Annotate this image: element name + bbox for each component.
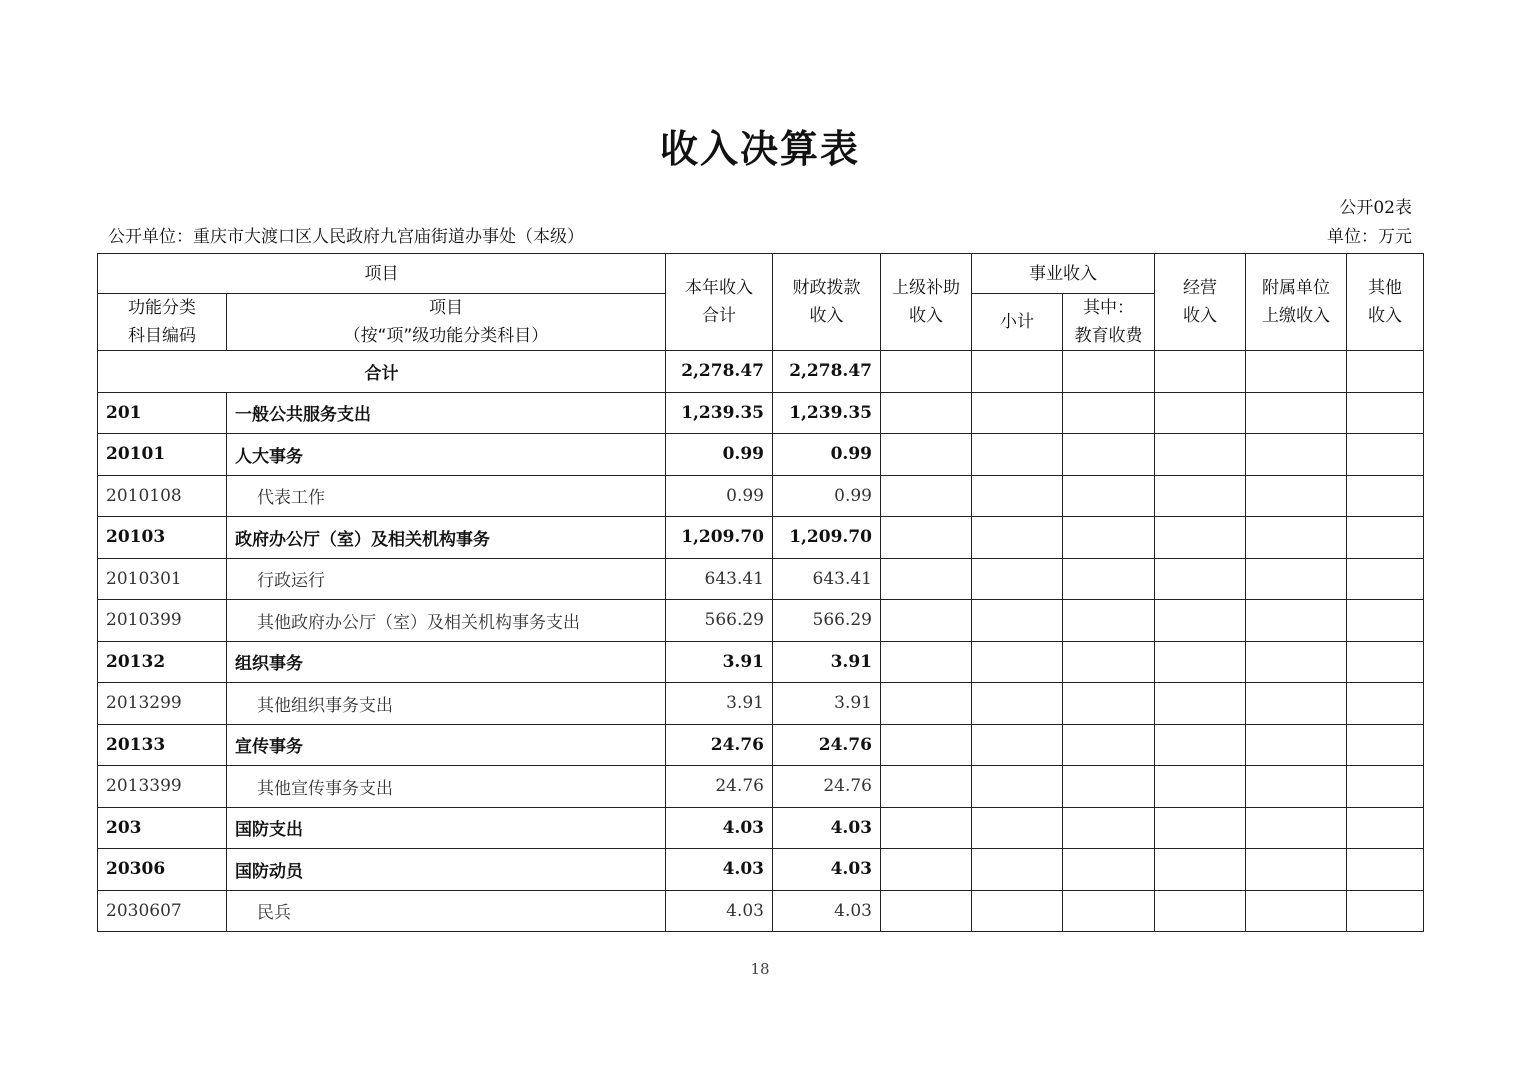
row-name: 其他组织事务支出 [227, 683, 666, 725]
empty-cell [972, 434, 1063, 476]
empty-cell [1063, 683, 1155, 725]
row-code: 20101 [98, 434, 227, 476]
table-body [98, 351, 1424, 932]
table-row [98, 807, 1424, 849]
row-total: 1,209.70 [666, 517, 773, 559]
row-fiscal: 1,209.70 [773, 517, 881, 559]
empty-cell [1155, 434, 1246, 476]
row-name: 政府办公厅（室）及相关机构事务 [227, 517, 666, 559]
header-affiliated-l1: 附属单位 [1262, 278, 1330, 298]
row-total: 24.76 [666, 766, 773, 808]
header-project: 项目 [98, 254, 666, 294]
page-title: 收入决算表 [659, 127, 860, 171]
empty-cell [1063, 351, 1155, 393]
header-item-l2: （按“项”级功能分类科目） [343, 326, 549, 346]
empty-cell [1246, 724, 1347, 766]
table-row [98, 475, 1424, 517]
empty-cell [1063, 392, 1155, 434]
empty-cell [1063, 807, 1155, 849]
row-total: 3.91 [666, 683, 773, 725]
row-code: 203 [98, 807, 227, 849]
total-fiscal: 2,278.47 [773, 351, 881, 393]
header-edu [1063, 294, 1155, 351]
empty-cell [1246, 600, 1347, 642]
header-fiscal-l2: 收入 [809, 306, 844, 326]
header-affiliated [1246, 254, 1347, 351]
table-row [98, 766, 1424, 808]
empty-cell [881, 849, 972, 891]
row-fiscal: 3.91 [773, 641, 881, 683]
empty-cell [1155, 392, 1246, 434]
empty-cell [1063, 517, 1155, 559]
empty-cell [1155, 641, 1246, 683]
empty-cell [972, 849, 1063, 891]
row-name: 民兵 [227, 890, 666, 932]
empty-cell [1246, 434, 1347, 476]
empty-cell [1347, 392, 1424, 434]
header-total [666, 254, 773, 351]
header-func-code [98, 294, 227, 351]
header-total-l2: 合计 [702, 306, 736, 326]
row-fiscal: 24.76 [773, 766, 881, 808]
table-header [98, 254, 1424, 351]
empty-cell [1347, 683, 1424, 725]
empty-cell [1347, 517, 1424, 559]
row-fiscal: 24.76 [773, 724, 881, 766]
empty-cell [972, 724, 1063, 766]
empty-cell [881, 683, 972, 725]
table-row [98, 392, 1424, 434]
table-row [98, 849, 1424, 891]
empty-cell [881, 890, 972, 932]
header-upper-l2: 收入 [909, 306, 943, 326]
income-table [97, 253, 1424, 932]
row-name: 宣传事务 [227, 724, 666, 766]
row-total: 4.03 [666, 890, 773, 932]
table-row [98, 600, 1424, 642]
empty-cell [1347, 890, 1424, 932]
header-item-l1: 项目 [429, 298, 463, 318]
row-fiscal: 4.03 [773, 890, 881, 932]
empty-cell [1347, 475, 1424, 517]
header-fiscal [773, 254, 881, 351]
reporting-unit: 公开单位：重庆市大渡口区人民政府九宫庙街道办事处（本级） [108, 227, 584, 247]
row-code: 2010108 [98, 475, 227, 517]
header-other-l2: 收入 [1368, 306, 1402, 326]
row-name: 国防动员 [227, 849, 666, 891]
header-operating-l2: 收入 [1183, 306, 1217, 326]
empty-cell [1246, 558, 1347, 600]
empty-cell [881, 558, 972, 600]
empty-cell [972, 807, 1063, 849]
empty-cell [1155, 890, 1246, 932]
row-total: 643.41 [666, 558, 773, 600]
table-row [98, 517, 1424, 559]
empty-cell [1155, 600, 1246, 642]
empty-cell [1347, 849, 1424, 891]
header-total-l1: 本年收入 [685, 278, 753, 298]
empty-cell [1347, 434, 1424, 476]
empty-cell [972, 890, 1063, 932]
empty-cell [972, 351, 1063, 393]
empty-cell [972, 600, 1063, 642]
row-code: 2030607 [98, 890, 227, 932]
row-fiscal: 4.03 [773, 807, 881, 849]
row-fiscal: 3.91 [773, 683, 881, 725]
row-fiscal: 0.99 [773, 475, 881, 517]
empty-cell [1155, 849, 1246, 891]
empty-cell [1246, 475, 1347, 517]
empty-cell [1246, 517, 1347, 559]
row-name: 其他宣传事务支出 [227, 766, 666, 808]
empty-cell [1155, 517, 1246, 559]
row-total: 566.29 [666, 600, 773, 642]
header-func-code-l2: 科目编码 [128, 326, 196, 346]
empty-cell [1246, 641, 1347, 683]
empty-cell [1063, 434, 1155, 476]
table-row [98, 558, 1424, 600]
row-name: 代表工作 [227, 475, 666, 517]
empty-cell [1063, 641, 1155, 683]
form-number: 公开02表 [1339, 198, 1412, 218]
empty-cell [881, 766, 972, 808]
header-business: 事业收入 [972, 254, 1155, 294]
header-affiliated-l2: 上缴收入 [1262, 306, 1330, 326]
empty-cell [1347, 351, 1424, 393]
header-edu-l1: 其中： [1083, 298, 1134, 318]
empty-cell [1246, 683, 1347, 725]
header-upper-l1: 上级补助 [892, 278, 960, 298]
empty-cell [1063, 724, 1155, 766]
row-code: 201 [98, 392, 227, 434]
header-operating-l1: 经营 [1183, 278, 1217, 298]
row-name: 人大事务 [227, 434, 666, 476]
table-row [98, 890, 1424, 932]
row-code: 20306 [98, 849, 227, 891]
header-fiscal-l1: 财政拨款 [792, 278, 861, 298]
row-code: 20103 [98, 517, 227, 559]
row-total: 0.99 [666, 475, 773, 517]
row-fiscal: 0.99 [773, 434, 881, 476]
header-subtotal: 小计 [972, 294, 1063, 351]
empty-cell [1347, 807, 1424, 849]
row-name: 国防支出 [227, 807, 666, 849]
table-row [98, 683, 1424, 725]
empty-cell [972, 683, 1063, 725]
empty-cell [1347, 724, 1424, 766]
table-row [98, 724, 1424, 766]
empty-cell [1347, 766, 1424, 808]
empty-cell [881, 434, 972, 476]
empty-cell [972, 517, 1063, 559]
table-row [98, 434, 1424, 476]
empty-cell [881, 641, 972, 683]
header-item [227, 294, 666, 351]
empty-cell [1155, 558, 1246, 600]
row-name: 一般公共服务支出 [227, 392, 666, 434]
row-code: 2010399 [98, 600, 227, 642]
empty-cell [972, 641, 1063, 683]
empty-cell [1246, 766, 1347, 808]
header-operating [1155, 254, 1246, 351]
row-name: 行政运行 [227, 558, 666, 600]
empty-cell [972, 558, 1063, 600]
empty-cell [1347, 600, 1424, 642]
row-name: 组织事务 [227, 641, 666, 683]
page-number: 18 [750, 960, 770, 978]
header-other-l1: 其他 [1368, 278, 1402, 298]
empty-cell [881, 475, 972, 517]
empty-cell [1347, 641, 1424, 683]
empty-cell [1155, 766, 1246, 808]
empty-cell [972, 392, 1063, 434]
empty-cell [881, 807, 972, 849]
empty-cell [881, 517, 972, 559]
total-row [98, 351, 1424, 393]
row-code: 20133 [98, 724, 227, 766]
empty-cell [1063, 475, 1155, 517]
row-fiscal: 566.29 [773, 600, 881, 642]
header-other [1347, 254, 1424, 351]
row-code: 20132 [98, 641, 227, 683]
empty-cell [1155, 475, 1246, 517]
empty-cell [881, 351, 972, 393]
row-code: 2010301 [98, 558, 227, 600]
header-upper [881, 254, 972, 351]
empty-cell [1063, 766, 1155, 808]
row-total: 4.03 [666, 807, 773, 849]
row-total: 4.03 [666, 849, 773, 891]
empty-cell [1063, 849, 1155, 891]
empty-cell [972, 766, 1063, 808]
row-fiscal: 4.03 [773, 849, 881, 891]
empty-cell [1246, 890, 1347, 932]
row-fiscal: 1,239.35 [773, 392, 881, 434]
empty-cell [1155, 351, 1246, 393]
empty-cell [1246, 849, 1347, 891]
empty-cell [1063, 600, 1155, 642]
empty-cell [1246, 351, 1347, 393]
row-code: 2013299 [98, 683, 227, 725]
header-func-code-l1: 功能分类 [128, 298, 196, 318]
empty-cell [1347, 558, 1424, 600]
empty-cell [1155, 724, 1246, 766]
table-row [98, 641, 1424, 683]
empty-cell [1063, 890, 1155, 932]
row-total: 0.99 [666, 434, 773, 476]
empty-cell [1155, 683, 1246, 725]
empty-cell [1155, 807, 1246, 849]
row-code: 2013399 [98, 766, 227, 808]
row-fiscal: 643.41 [773, 558, 881, 600]
empty-cell [1246, 807, 1347, 849]
row-total: 1,239.35 [666, 392, 773, 434]
empty-cell [881, 600, 972, 642]
total-label: 合计 [98, 351, 666, 393]
row-total: 3.91 [666, 641, 773, 683]
row-name: 其他政府办公厅（室）及相关机构事务支出 [227, 600, 666, 642]
header-edu-l2: 教育收费 [1074, 326, 1143, 346]
empty-cell [881, 392, 972, 434]
total-amount: 2,278.47 [666, 351, 773, 393]
row-total: 24.76 [666, 724, 773, 766]
empty-cell [972, 475, 1063, 517]
empty-cell [1246, 392, 1347, 434]
empty-cell [881, 724, 972, 766]
empty-cell [1063, 558, 1155, 600]
currency-unit: 单位：万元 [1327, 227, 1412, 247]
